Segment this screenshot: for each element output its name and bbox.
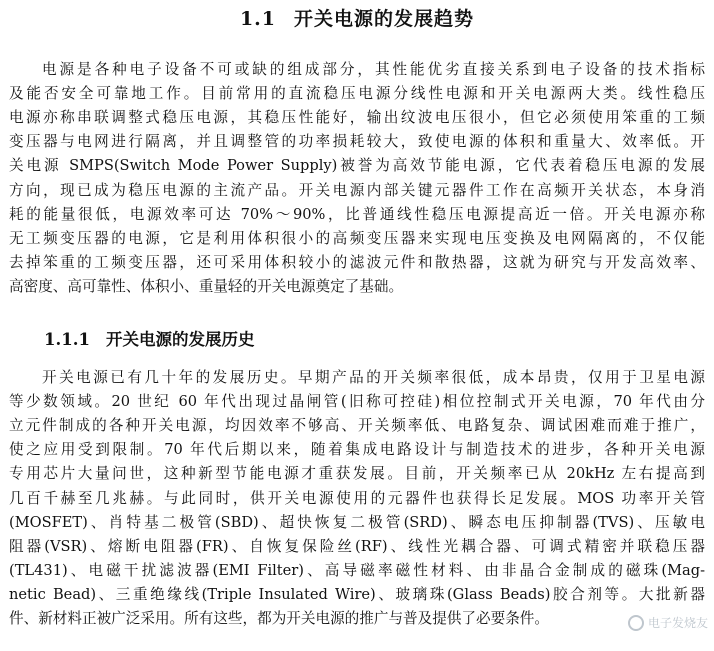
text-line: 方向，现已成为稳压电源的主流产品。开关电源内部关键元器件工作在高频开关状态，本身消 bbox=[9, 181, 705, 199]
watermark bbox=[628, 614, 708, 631]
text-line: 等少数领域。20 世纪 60 年代出现过晶闸管(旧称可控硅)相位控制式开关电源，70 年代由分 bbox=[9, 393, 705, 411]
text-line: 变压器与电网进行隔离，并且调整管的功率损耗较大，致使电源的体积和重量大、效率低。开 bbox=[9, 133, 705, 151]
text-line: 使之应用受到限制。70 年代后期以来，随着集成电路设计与制造技术的进步，各种开关电源 bbox=[9, 441, 705, 459]
text-line: 件、新材料正被广泛采用。所有这些，都为开关电源的推广与普及提供了必要条件。 bbox=[9, 610, 549, 627]
watermark-logo-icon bbox=[628, 615, 644, 631]
section-number: 1.1 bbox=[239, 8, 277, 30]
text-line: 高密度、高可靠性、体积小、重量轻的开关电源奠定了基础。 bbox=[9, 277, 404, 295]
text-line: 开关电源已有几十年的发展历史。早期产品的开关频率很低，成本昂贵，仅用于卫星电源 bbox=[42, 369, 705, 386]
text-line: netic Bead)、三重绝缘线(Triple Insulated Wire)、玻璃珠(Glass Beads)胶合剂等。大批新器 bbox=[9, 585, 705, 603]
text-line: 专用芯片大量问世，这种新型节能电源才重获发展。目前，开关频率已从 20kHz 左右提高到 bbox=[9, 465, 705, 483]
text-line: 关电源 SMPS(Switch Mode Power Supply)被誉为高效节能电源，它代表着稳压电源的发展 bbox=[9, 157, 705, 175]
text-line: 电源是各种电子设备不可或缺的组成部分，其性能优劣直接关系到电子设备的技术指标 bbox=[42, 61, 705, 78]
text-line: 阻器(VSR)、熔断电阻器(FR)、自恢复保险丝(RF)、线性光耦合器、可调式精密并联稳压器 bbox=[9, 537, 705, 555]
section-title: 开关电源的发展趋势 bbox=[294, 8, 475, 30]
text-line: (TL431)、电磁干扰滤波器(EMI Filter)、高导磁率磁性材料、由非晶合金制成的磁珠(Mag- bbox=[9, 561, 705, 579]
text-line: 电源亦称串联调整式稳压电源，其稳压性能好，输出纹波电压很小，但它必须使用笨重的工频 bbox=[9, 109, 705, 127]
text-line: 立元件制成的各种开关电源，均因效率不够高、开关频率低、电路复杂、调试困难而难于推广， bbox=[9, 417, 705, 435]
section-heading bbox=[0, 4, 714, 31]
watermark-text: 电子发烧友 bbox=[647, 616, 708, 630]
subsection-title: 开关电源的发展历史 bbox=[105, 330, 255, 349]
text-line: 无工频变压器的电源，它是利用体积很小的高频变压器来实现电压变换及电网隔离的，不仅能 bbox=[9, 229, 705, 247]
subsection-heading bbox=[44, 326, 254, 350]
text-line: 去掉笨重的工频变压器，还可采用体积较小的滤波元件和散热器，这就为研究与开发高效率、 bbox=[9, 253, 705, 271]
text-line: (MOSFET)、肖特基二极管(SBD)、超快恢复二极管(SRD)、瞬态电压抑制器(TVS)、压敏电 bbox=[9, 513, 705, 531]
subsection-number: 1.1.1 bbox=[44, 330, 90, 349]
text-line: 几百千赫至几兆赫。与此同时，供开关电源使用的元器件也获得长足发展。MOS 功率开关管 bbox=[9, 489, 705, 507]
text-line: 耗的能量很低，电源效率可达 70%～90%，比普通线性稳压电源提高近一倍。开关电源亦称 bbox=[9, 205, 705, 223]
text-line: 及能否安全可靠地工作。目前常用的直流稳压电源分线性电源和开关电源两大类。线性稳压 bbox=[9, 85, 705, 103]
